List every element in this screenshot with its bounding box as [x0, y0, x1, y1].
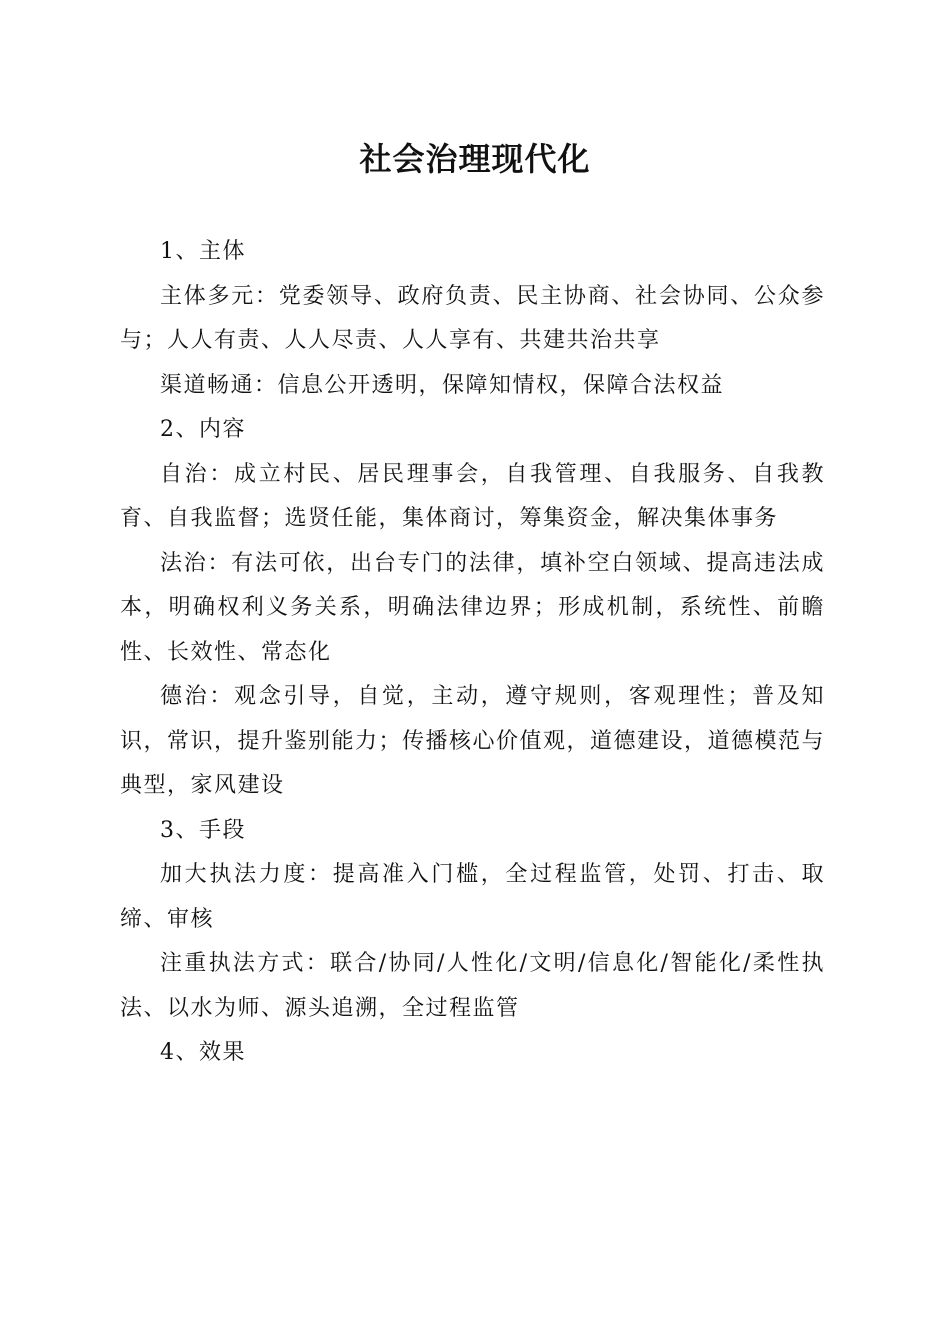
- document-body: [120, 230, 825, 1076]
- document-title: 社会治理现代化: [359, 140, 591, 178]
- paragraph-open-channels: 渠道畅通：信息公开透明，保障知情权，保障合法权益: [160, 372, 725, 398]
- paragraph-diverse-subjects: 主体多元：党委领导、政府负责、民主协商、社会协同、公众参与；人人有责、人人尽责、人人享有、共建共治共享: [120, 283, 825, 353]
- paragraph-enforcement-strength: 加大执法力度：提高准入门槛，全过程监管，处罚、打击、取缔、审核: [120, 862, 825, 932]
- section-heading-effect: 4、效果: [160, 1040, 246, 1065]
- paragraph-rule-of-law: 法治：有法可依，出台专门的法律，填补空白领域、提高违法成本，明确权利义务关系，明确法律边界；形成机制，系统性、前瞻性、长效性、常态化: [120, 550, 825, 665]
- section-heading-means: 3、手段: [160, 817, 246, 843]
- section-heading-content: 2、内容: [160, 417, 246, 442]
- paragraph-enforcement-methods: 注重执法方式：联合/协同/人性化/文明/信息化/智能化/柔性执法、以水为师、源头追溯，全过程监管: [120, 951, 825, 1021]
- paragraph-self-governance: 自治：成立村民、居民理事会，自我管理、自我服务、自我教育、自我监督；选贤任能，集体商讨，筹集资金，解决集体事务: [120, 461, 825, 531]
- paragraph-rule-of-virtue: 德治：观念引导，自觉，主动，遵守规则，客观理性；普及知识，常识，提升鉴别能力；传播核心价值观，道德建设，道德模范与典型，家风建设: [120, 684, 826, 798]
- section-heading-subject: 1、主体: [160, 239, 246, 264]
